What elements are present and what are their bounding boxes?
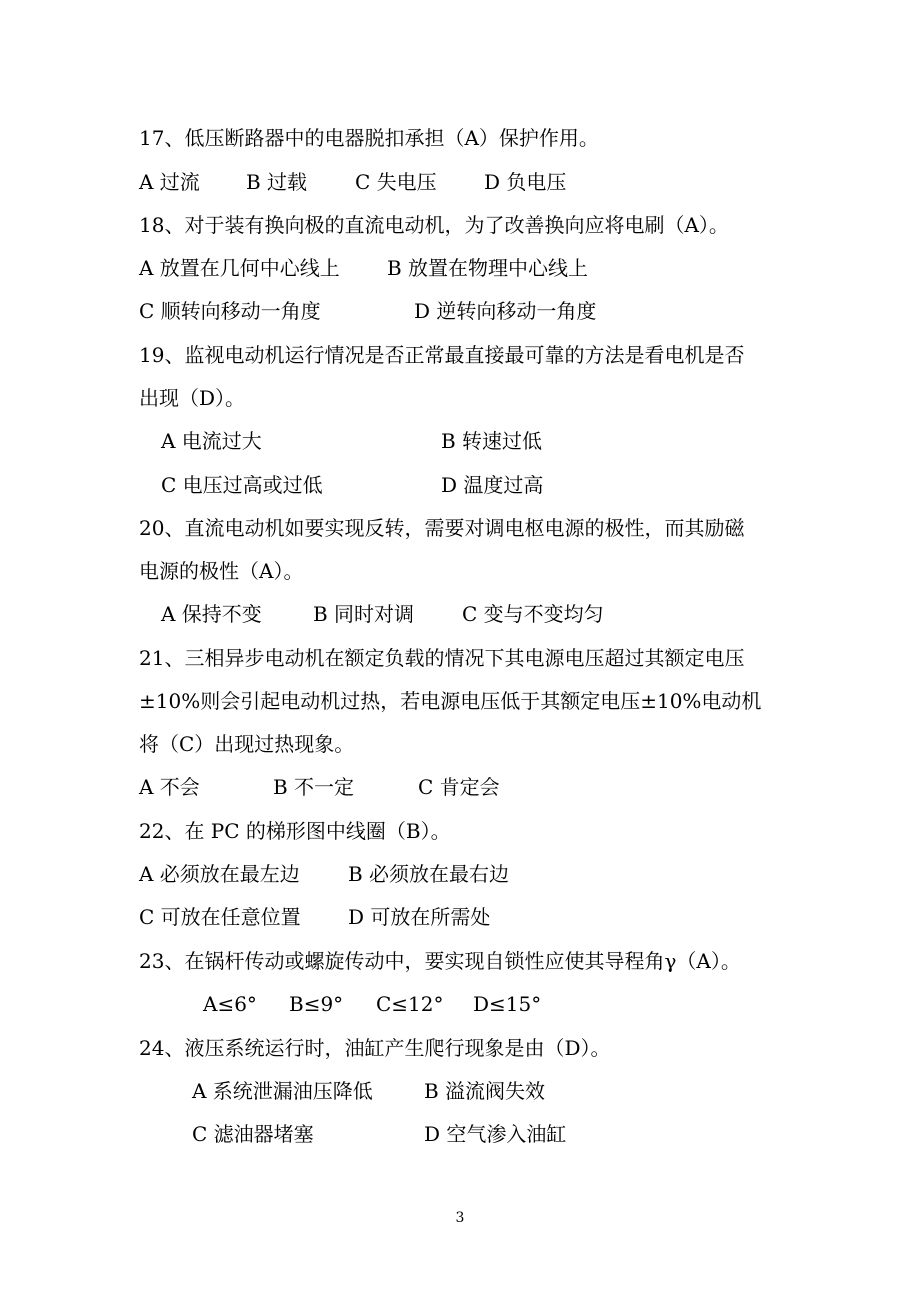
- question-21-stem-line2: ±10%则会引起电动机过热，若电源电压低于其额定电压±10%电动机: [139, 689, 762, 713]
- q24-option-a: A 系统泄漏油压降低: [192, 1079, 373, 1103]
- question-23-stem: 23、在锅杆传动或螺旋传动中，要实现自锁性应使其导程角γ（A）。: [139, 949, 741, 973]
- q20-option-c: C 变与不变均匀: [462, 602, 604, 626]
- q17-option-d: D 负电压: [484, 170, 567, 194]
- q21-option-c: C 肯定会: [418, 775, 500, 799]
- q23-option-b: B≤9°: [289, 992, 344, 1016]
- question-20-stem-line2: 电源的极性（A）。: [139, 559, 304, 583]
- q17-option-c: C 失电压: [355, 170, 437, 194]
- q19-option-b: B 转速过低: [441, 429, 543, 453]
- question-21-stem-line1: 21、三相异步电动机在额定负载的情况下其电源电压超过其额定电压: [139, 646, 745, 670]
- q18-option-c: C 顺转向移动一角度: [139, 299, 321, 323]
- question-20-stem-line1: 20、直流电动机如要实现反转，需要对调电枢电源的极性，而其励磁: [139, 516, 745, 540]
- q22-option-a: A 必须放在最左边: [139, 862, 300, 886]
- q22-option-b: B 必须放在最右边: [348, 862, 510, 886]
- q24-option-c: C 滤油器堵塞: [192, 1122, 314, 1146]
- q19-option-a: A 电流过大: [161, 429, 262, 453]
- q20-option-b: B 同时对调: [313, 602, 415, 626]
- q17-option-b: B 过载: [246, 170, 308, 194]
- q23-option-a: A≤6°: [203, 992, 257, 1016]
- question-17-stem: 17、低压断路器中的电器脱扣承担（A）保护作用。: [139, 126, 599, 150]
- q24-option-d: D 空气渗入油缸: [424, 1122, 567, 1146]
- q20-option-a: A 保持不变: [161, 602, 262, 626]
- question-19-stem-line2: 出现（D）。: [139, 386, 246, 410]
- q19-option-d: D 温度过高: [441, 473, 544, 497]
- q23-option-c: C≤12°: [376, 992, 444, 1016]
- q21-option-a: A 不会: [139, 775, 200, 799]
- question-18-stem: 18、对于装有换向极的直流电动机，为了改善换向应将电刷（A）。: [139, 213, 729, 237]
- q19-option-c: C 电压过高或过低: [161, 473, 323, 497]
- question-22-stem: 22、在 PC 的梯形图中线圈（B）。: [139, 819, 451, 843]
- q23-option-d: D≤15°: [473, 992, 542, 1016]
- q17-option-a: A 过流: [139, 170, 200, 194]
- q18-option-d: D 逆转向移动一角度: [414, 299, 597, 323]
- q24-option-b: B 溢流阀失效: [424, 1079, 546, 1103]
- q18-option-b: B 放置在物理中心线上: [387, 256, 589, 280]
- q21-option-b: B 不一定: [273, 775, 355, 799]
- q22-option-d: D 可放在所需处: [348, 905, 491, 929]
- q18-option-a: A 放置在几何中心线上: [139, 256, 340, 280]
- question-24-stem: 24、液压系统运行时，油缸产生爬行现象是由（D）。: [139, 1036, 611, 1060]
- question-21-stem-line3: 将（C）出现过热现象。: [139, 732, 355, 756]
- q22-option-c: C 可放在任意位置: [139, 905, 301, 929]
- page-number: 3: [455, 1210, 465, 1226]
- question-19-stem-line1: 19、监视电动机运行情况是否正常最直接最可靠的方法是看电机是否: [139, 343, 745, 367]
